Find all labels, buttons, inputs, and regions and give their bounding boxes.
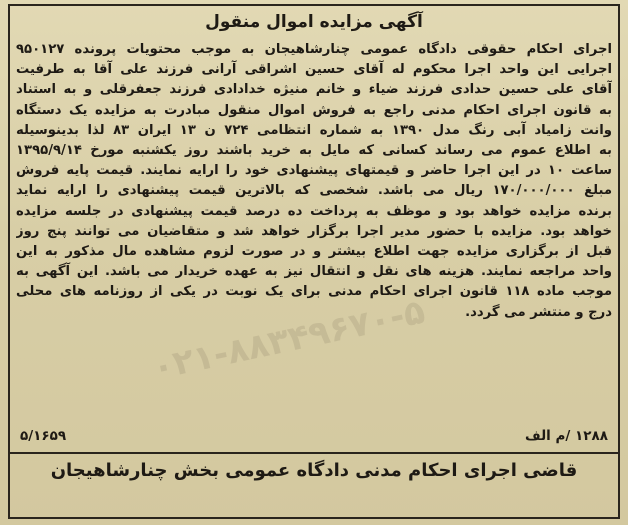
body-line: به اطلاع عموم می رساند کسانی که مایل به خرید باشند روز یکشنبه مورخ ۱۳۹۵/۹/۱۴ (16, 143, 612, 159)
reference-left: ۵/۱۶۵۹ (20, 428, 67, 444)
body-line: برنده مزایده خواهد بود و موظف به پرداخت ده درصد قیمت پیشنهادی در جلسه مزایده (16, 203, 612, 219)
body-line: مبلغ ۱۷۰/۰۰۰/۰۰۰ ریال می باشد. شخصی که بالاترین قیمت پیشنهادی را ارایه نماید (16, 183, 612, 199)
body-line: موجب ماده ۱۱۸ قانون اجرای احکام مدنی برای یک نوبت در یکی از روزنامه های محلی (16, 284, 612, 300)
body-line: واحد مراجعه نمایند. هزینه های نقل و انتقال نیز به عهده خریدار می باشد. این آگهی به (16, 264, 612, 280)
notice-title: آگهی مزایده اموال منقول (205, 12, 423, 32)
body-line: قبل از برگزاری مزایده جهت اطلاع بیشتر و در صورت لزوم مشاهده مال مذکور به این (16, 244, 612, 260)
footer-divider (8, 452, 620, 454)
reference-row (20, 428, 608, 444)
phone-watermark: ۰۲۱-۸۸۳۴۹۶۷۰-۵ (148, 291, 429, 389)
signature-line: قاضی اجرای احکام مدنی دادگاه عمومی بخش چنارشاهیجان (50, 460, 578, 481)
body-line: به قانون اجرای احکام مدنی راجع به فروش اموال منقول مبادرت به مزایده یک دستگاه (16, 102, 612, 118)
body-line: ساعت ۱۰ در این اجرا حاضر و قیمتهای پیشنهادی خود را ارایه نمایند. قیمت پایه فروش (16, 163, 612, 179)
body-line: اجرایی این واحد اجرا محکوم له آقای حسین اشراقی آرانی فرزند علی آقا به طرفیت (16, 62, 612, 78)
body-line: وانت زامیاد آبی رنگ مدل ۱۳۹۰ به شماره انتظامی ۷۲۴ ن ۱۳ ایران ۸۳ لذا بدینوسیله (16, 122, 612, 138)
body-line: خواهد بود. مزایده با حضور مدیر اجرا برگزار خواهد شد و متقاضیان می توانند پنج روز (16, 223, 612, 239)
body-line: اجرای احکام حقوقی دادگاه عمومی چنارشاهیجان به موجب محتویات پرونده ۹۵۰۱۲۷ (16, 42, 612, 57)
body-line: آقای علی حسین حدادی فرزند ضیاء و خانم منیژه خدادادی فرزند جعفرقلی و به استناد (16, 82, 612, 98)
reference-right: ۱۲۸۸ /م الف (525, 428, 608, 444)
notice-body (16, 40, 612, 323)
body-line: درج و منتشر می گردد. (465, 304, 612, 320)
